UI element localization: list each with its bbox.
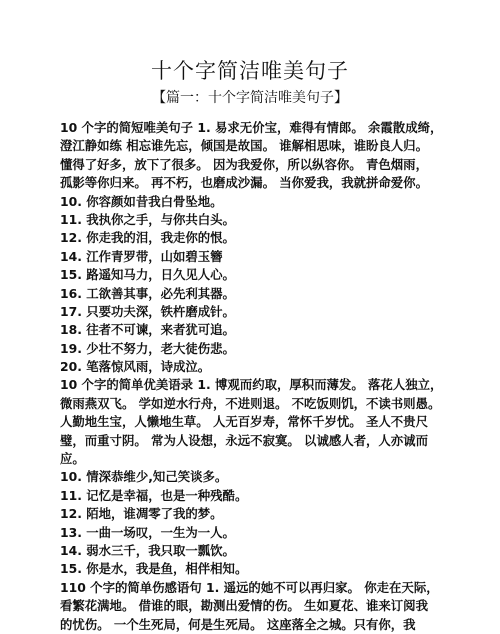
text-line: 10 个字的简短唯美句子 1. 易求无价宝，难得有情郎。 余霞散成绮， xyxy=(60,120,443,135)
text-line: 17. 只要功夫深，铁杵磨成针。 xyxy=(60,303,235,319)
text-line: 12. 陌地，谁凋零了我的梦。 xyxy=(60,506,223,522)
text-line: 12. 你走我的泪，我走你的恨。 xyxy=(60,230,235,246)
text-line: 11. 我执你之手，与你共白头。 xyxy=(60,211,235,227)
text-line: 10. 情深恭维少,知己笑谈多。 xyxy=(60,469,228,485)
text-line: 13. 一曲一场叹，一生为一人。 xyxy=(60,524,235,540)
text-line: 孤影等你归来。 再不朽，也磨成沙漏。 当你爱我，我就拼命爱你。 xyxy=(60,175,428,191)
text-line: 15. 你是水，我是鱼，相伴相知。 xyxy=(60,561,248,577)
text-line: 18. 往者不可谏，来者犹可追。 xyxy=(60,322,235,338)
text-line: 人勤地生宝，人懒地生草。 人无百岁寿，常怀千岁忧。 圣人不贵尺 xyxy=(60,414,428,430)
text-line: 11. 记忆是幸福，也是一种残酷。 xyxy=(60,487,248,503)
text-line: 澄江静如练 相忘谁先忘，倾国是故国。 谁解相思味，谁盼良人归。 xyxy=(60,138,428,154)
text-line: 10 个字的简单优美语录 1. 博观而约取，厚积而薄发。 落花人独立， xyxy=(60,377,443,393)
text-line: 16. 工欲善其事，必先利其器。 xyxy=(60,285,235,301)
text-line: 15. 路遥知马力，日久见人心。 xyxy=(60,267,235,283)
document-body xyxy=(60,119,452,634)
text-line: 14. 弱水三千，我只取一瓢饮。 xyxy=(60,542,235,558)
document-title: 十个字简洁唯美句子 xyxy=(151,59,349,83)
document-subtitle: 【篇一：十个字简洁唯美句子】 xyxy=(152,90,348,106)
text-line: 的忧伤。 一个生死局，何是生死局。 这座落全之城。只有你，我 xyxy=(60,616,416,632)
text-line: 璧，而重寸阴。 常为人设想，永远不寂寞。 以诚感人者，人亦诚而 xyxy=(60,432,428,448)
text-line: 懂得了好多，放下了很多。 因为我爱你，所以纵容你。 青色烟雨， xyxy=(60,156,428,172)
text-line: 10. 你容颜如昔我白骨坠地。 xyxy=(60,193,223,209)
text-line: 应。 xyxy=(60,451,85,467)
text-line: 110 个字的简单伤感语句 1. 遥远的她不可以再归家。 你走在天际， xyxy=(60,579,439,595)
text-line: 看繁花满地。 借谁的眼，勘测出爱情的伤。 生如夏花、谁来订阅我 xyxy=(60,598,428,614)
text-line: 14. 江作青罗带，山如碧玉簪 xyxy=(60,248,223,264)
text-line: 20. 笔落惊风雨，诗成泣。 xyxy=(60,359,211,375)
text-line: 微雨燕双飞。 学如逆水行舟，不进则退。 不吃饭则饥，不读书则愚。 xyxy=(60,395,441,411)
text-line: 19. 少壮不努力，老大徒伤悲。 xyxy=(60,340,235,356)
